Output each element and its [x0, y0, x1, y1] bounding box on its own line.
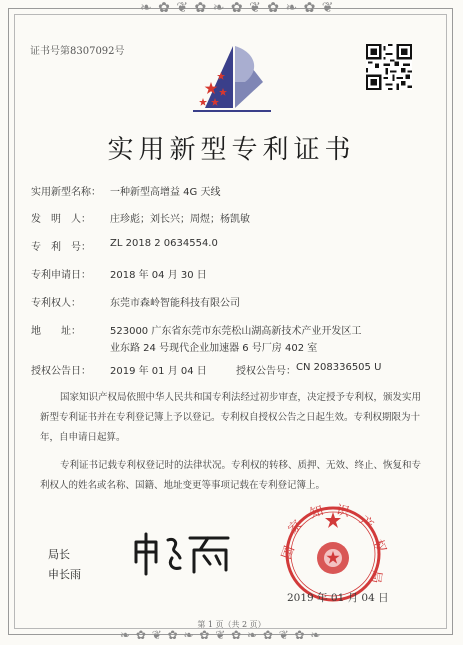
- page-number: 第 1 页（共 2 页）: [197, 620, 266, 629]
- field-value-address-line1: 523000 广东省东莞市东莞松山湖高新技术产业开发区工: [110, 326, 362, 337]
- legal-paragraph-line: 年，自申请日起算。: [40, 432, 126, 443]
- official-seal: [268, 496, 398, 604]
- field-label-patent-number: 专 利 号：: [31, 242, 91, 253]
- field-label-patentee: 专利权人：: [31, 298, 81, 309]
- certificate-number: 证书号第8307092号: [30, 46, 125, 57]
- legal-paragraph-line: 利权人的姓名或名称、国籍、地址变更等事项记载在专利登记簿上。: [40, 480, 326, 491]
- field-label-filing-date: 专利申请日：: [31, 270, 91, 281]
- svg-text:国: 国: [279, 544, 298, 562]
- field-label-address: 地 址：: [31, 326, 81, 337]
- announcement-date-label: 授权公告日：: [31, 366, 91, 377]
- announcement-number-label: 授权公告号：: [236, 366, 296, 377]
- signatory-name: 申长雨: [48, 568, 81, 581]
- seal-date: 2019 年 01 月 04 日: [287, 592, 389, 604]
- bottom-ornament: ❧ ✿ ❦ ✿ ❧ ✿ ❦ ✿ ❧ ✿ ❦ ✿ ❧: [120, 628, 322, 642]
- cnipa-logo: [193, 42, 271, 122]
- field-value-patentee: 东莞市森岭智能科技有限公司: [110, 298, 240, 309]
- top-ornament: ❧ ✿ ❦ ✿ ❧ ✿ ❦ ✿ ❧ ✿ ❦: [140, 0, 335, 16]
- handwritten-signature: [128, 528, 238, 578]
- svg-text:识: 识: [334, 502, 351, 521]
- field-value-patent-number: ZL 2018 2 0634554.0: [110, 238, 218, 249]
- legal-paragraph-line: 专利证书记载专利权登记时的法律状况。专利权的转移、质押、无效、终止、恢复和专: [60, 460, 422, 471]
- signatory-role: 局长: [48, 548, 70, 561]
- legal-paragraph-line: 新型专利证书并在专利登记簿上予以登记。专利权自授权公告之日起生效。专利权期限为十: [40, 412, 421, 423]
- field-label-inventors: 发 明 人：: [31, 214, 91, 225]
- field-value-filing-date: 2018 年 04 月 30 日: [110, 270, 207, 281]
- svg-text:产: 产: [356, 513, 377, 534]
- legal-paragraph-line: 国家知识产权局依照中华人民共和国专利法经过初步审查，决定授予专利权，颁发实用: [60, 392, 422, 403]
- certificate-title: 实用新型专利证书: [107, 135, 356, 165]
- announcement-number-value: CN 208336505 U: [296, 362, 382, 373]
- announcement-date-value: 2019 年 01 月 04 日: [110, 366, 207, 377]
- qr-code: [366, 44, 412, 90]
- field-value-name: 一种新型高增益 4G 天线: [110, 187, 221, 198]
- svg-text:权: 权: [369, 537, 389, 556]
- svg-text:家: 家: [285, 517, 306, 538]
- field-value-address-line2: 业东路 24 号现代企业加速器 6 号厂房 402 室: [110, 343, 318, 354]
- field-value-inventors: 庄珍彪；刘长兴；周煜；杨凯敏: [110, 214, 250, 225]
- svg-text:知: 知: [308, 503, 326, 522]
- svg-text:局: 局: [366, 568, 384, 585]
- field-label-name: 实用新型名称：: [31, 187, 101, 198]
